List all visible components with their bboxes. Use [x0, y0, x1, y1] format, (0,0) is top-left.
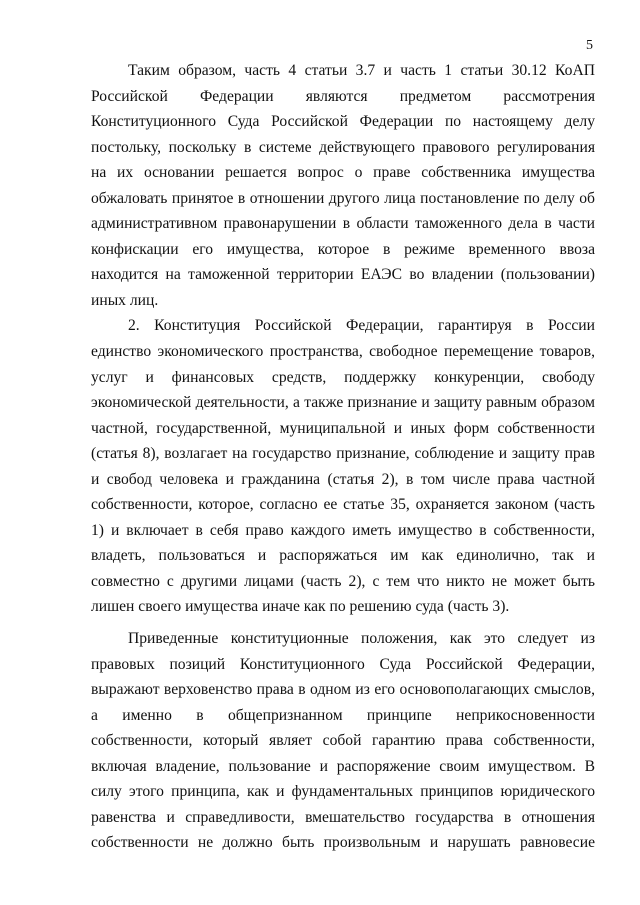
- text-line: Российской Федерации являются предметом рассмотрения: [91, 87, 595, 105]
- text-line: услуг и финансовых средств, поддержку конкуренции, свободу: [91, 368, 595, 386]
- text-line: 1) и включает в себя право каждого иметь имущество в собственности,: [91, 521, 595, 539]
- text-line: равенства и справедливости, вмешательство государства в отношения: [91, 808, 595, 826]
- text-line: включая владение, пользование и распоряжение своим имуществом. В: [91, 757, 595, 775]
- text-line: собственности, который являет собой гарантию права собственности,: [91, 732, 595, 750]
- document-body: [91, 58, 595, 856]
- text-line: (статья 8), возлагает на государство признание, соблюдение и защиту прав: [91, 445, 595, 463]
- text-line: единство экономического пространства, свободное перемещение товаров,: [91, 343, 595, 361]
- text-line: Приведенные конституционные положения, как это следует из: [128, 630, 595, 648]
- text-line: частной, государственной, муниципальной и иных форм собственности: [91, 419, 595, 437]
- text-line: административном правонарушении в области таможенного дела в части: [91, 215, 595, 233]
- paragraph-1: [91, 58, 595, 313]
- text-line: лишен своего имущества иначе как по решению суда (часть 3).: [91, 598, 510, 616]
- text-line: экономической деятельности, а также признание и защиту равным образом: [91, 394, 595, 412]
- text-line: Таким образом, часть 4 статьи 3.7 и часть 1 статьи 30.12 КоАП: [128, 62, 595, 79]
- text-line: силу этого принципа, как и фундаментальных принципов юридического: [91, 783, 595, 801]
- text-line: постольку, поскольку в системе действующего правового регулирования: [91, 138, 595, 156]
- text-line: совместно с другими лицами (часть 2), с тем что никто не может быть: [91, 572, 595, 590]
- text-line: а именно в общепризнанном принципе неприкосновенности: [91, 706, 595, 724]
- text-line: выражают верховенство права в одном из его основополагающих смыслов,: [91, 681, 595, 699]
- text-line: и свобод человека и гражданина (статья 2), в том числе права частной: [91, 470, 595, 488]
- text-line: обжаловать принятое в отношении другого лица постановление по делу об: [91, 189, 595, 207]
- text-line: конфискации его имущества, которое в режиме временного ввоза: [91, 240, 595, 258]
- text-line: находится на таможенной территории ЕАЭС во владении (пользовании): [91, 266, 595, 284]
- text-line: собственности, которое, согласно ее статье 35, охраняется законом (часть: [91, 496, 595, 514]
- text-line: Конституционного Суда Российской Федерации по настоящему делу: [91, 113, 595, 131]
- text-line: владеть, пользоваться и распоряжаться им как единолично, так и: [91, 547, 595, 565]
- text-line: иных лиц.: [91, 291, 159, 309]
- text-line: 2. Конституция Российской Федерации, гарантируя в России: [128, 317, 595, 335]
- paragraph-3: [91, 626, 595, 856]
- paragraph-2: [91, 313, 595, 620]
- text-line: собственности не должно быть произвольным и нарушать равновесие: [91, 834, 595, 852]
- text-line: на их основании решается вопрос о праве собственника имущества: [91, 164, 595, 182]
- text-line: правовых позиций Конституционного Суда Российской Федерации,: [91, 655, 595, 673]
- page-number: 5: [586, 38, 593, 53]
